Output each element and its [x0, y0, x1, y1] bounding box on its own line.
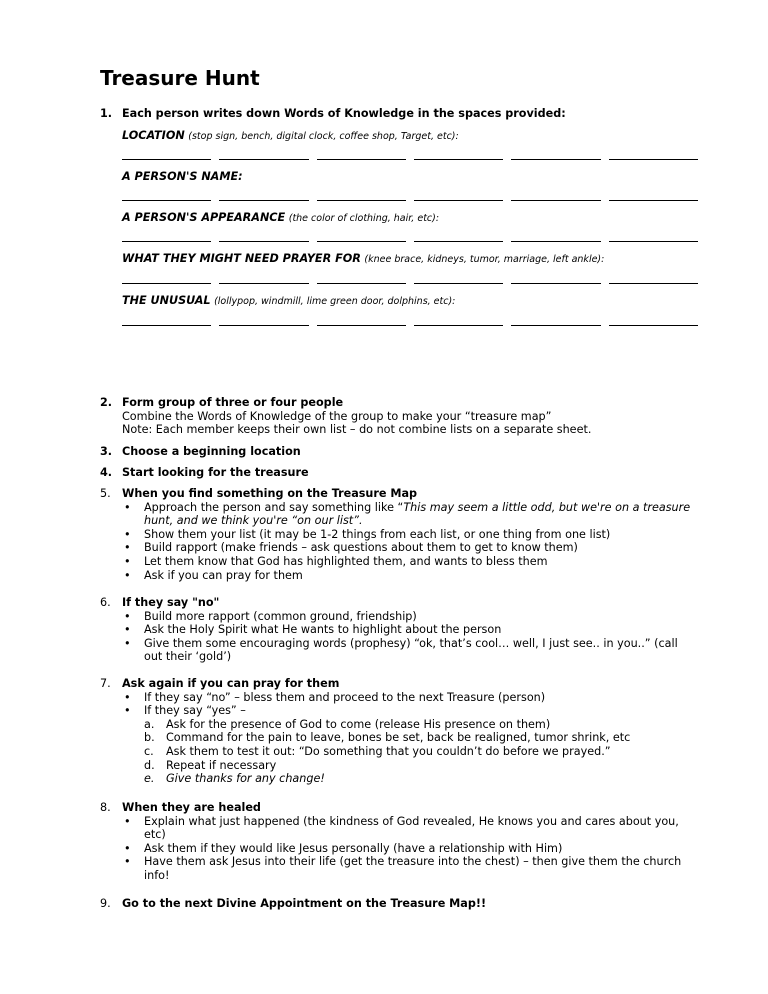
list-item: a. Ask for the presence of God to come (release His presence on them): [144, 717, 551, 731]
step-heading: Go to the next Divine Appointment on the Treasure Map!!: [122, 897, 487, 910]
list-item: • Show them your list (it may be 1-2 things from each list, or one thing from one list): [122, 528, 698, 542]
list-item: b. Command for the pain to leave, bones be set, back be realigned, tumor shrink, etc: [144, 731, 631, 745]
step-note: Note: Each member keeps their own list – do not combine lists on a separate sheet.: [122, 423, 592, 437]
blank-line[interactable]: [317, 283, 406, 284]
field-prayer-need: [122, 252, 698, 267]
section-7: [100, 677, 698, 786]
bullet-list: [122, 691, 698, 718]
blank-row: [122, 241, 698, 242]
step-number: 4.: [100, 466, 113, 479]
field-label: THE UNUSUAL: [122, 293, 211, 307]
blank-row: [122, 283, 698, 284]
list-item: c. Ask them to test it out: “Do something that you couldn’t do before we prayed.”: [144, 744, 611, 758]
list-item: • Let them know that God has highlighted them, and wants to bless them: [122, 555, 698, 569]
bullet-list: [122, 815, 698, 883]
field-appearance: [122, 211, 698, 226]
step-text: Combine the Words of Knowledge of the group to make your “treasure map”: [122, 409, 552, 423]
step-number: 6.: [100, 596, 111, 609]
field-label: A PERSON'S APPEARANCE: [122, 210, 286, 224]
section-3: [100, 445, 698, 459]
blank-row: [122, 325, 698, 326]
list-item: • Approach the person and say something like “This may seem a little odd, but we're on a treasure hunt, and we think you're “on our list”.: [122, 501, 698, 528]
blank-line[interactable]: [122, 325, 211, 326]
blank-line[interactable]: [414, 325, 503, 326]
blank-line[interactable]: [122, 200, 211, 201]
field-label: WHAT THEY MIGHT NEED PRAYER FOR: [122, 252, 361, 266]
field-location: [122, 129, 698, 144]
field-hint: (stop sign, bench, digital clock, coffee shop, Target, etc):: [188, 130, 459, 142]
blank-line[interactable]: [219, 241, 308, 242]
list-item: • If they say “no” – bless them and proceed to the next Treasure (person): [122, 691, 698, 705]
field-hint: (the color of clothing, hair, etc):: [288, 212, 440, 224]
blank-line[interactable]: [609, 159, 698, 160]
section-5: [100, 487, 698, 582]
field-unusual: [122, 294, 698, 309]
section-6: [100, 596, 698, 664]
step-number: 8.: [100, 801, 111, 814]
step-heading: Form group of three or four people: [122, 396, 344, 409]
list-item: d. Repeat if necessary: [144, 758, 277, 772]
blank-line[interactable]: [609, 241, 698, 242]
page-title: Treasure Hunt: [100, 66, 260, 90]
blank-line[interactable]: [219, 200, 308, 201]
bullet-list: [122, 610, 698, 664]
blank-line[interactable]: [511, 241, 600, 242]
section-1: [100, 107, 698, 336]
blank-row: [122, 200, 698, 201]
list-item: • Give them some encouraging words (prophesy) “ok, that’s cool… well, I just see.. in you..” (call out their ‘gold’): [122, 637, 698, 664]
blank-line[interactable]: [122, 159, 211, 160]
lettered-list: [122, 718, 698, 786]
section-4: [100, 466, 698, 480]
blank-line[interactable]: [219, 283, 308, 284]
section-2: [100, 396, 698, 437]
step-number: 9.: [100, 897, 111, 910]
blank-row: [122, 159, 698, 160]
step-number: 2.: [100, 396, 113, 409]
field-hint: (knee brace, kidneys, tumor, marriage, left ankle):: [364, 254, 605, 266]
field-label: LOCATION: [122, 128, 185, 142]
step-number: 3.: [100, 445, 113, 458]
blank-line[interactable]: [414, 200, 503, 201]
blank-line[interactable]: [317, 325, 406, 326]
list-item: • Ask them if they would like Jesus personally (have a relationship with Him): [122, 842, 698, 856]
list-item: • Explain what just happened (the kindness of God revealed, He knows you and cares about you, etc): [122, 815, 698, 842]
blank-line[interactable]: [511, 283, 600, 284]
list-item: • Have them ask Jesus into their life (get the treasure into the chest) – then give them the church info!: [122, 855, 698, 882]
section-9: [100, 897, 698, 911]
field-person-name: [122, 170, 698, 184]
list-item: • Build more rapport (common ground, friendship): [122, 610, 698, 624]
step-number: 5.: [100, 487, 111, 500]
blank-line[interactable]: [414, 159, 503, 160]
step-heading: When they are healed: [122, 801, 261, 814]
blank-line[interactable]: [414, 241, 503, 242]
blank-line[interactable]: [219, 159, 308, 160]
blank-line[interactable]: [609, 325, 698, 326]
step-heading: Ask again if you can pray for them: [122, 677, 340, 690]
blank-line[interactable]: [609, 283, 698, 284]
list-item: • Build rapport (make friends – ask questions about them to get to know them): [122, 541, 698, 555]
blank-line[interactable]: [511, 159, 600, 160]
step-heading: When you find something on the Treasure Map: [122, 487, 418, 500]
step-number: 7.: [100, 677, 111, 690]
field-label: A PERSON'S NAME:: [122, 170, 243, 184]
blank-line[interactable]: [511, 325, 600, 326]
blank-line[interactable]: [122, 283, 211, 284]
bullet-list: [122, 501, 698, 583]
step-heading: Choose a beginning location: [122, 445, 301, 458]
list-item: • Ask if you can pray for them: [122, 569, 698, 583]
field-hint: (lollypop, windmill, lime green door, dolphins, etc):: [214, 295, 456, 307]
step-number: 1.: [100, 107, 113, 120]
blank-line[interactable]: [122, 241, 211, 242]
blank-line[interactable]: [317, 159, 406, 160]
list-item: • Ask the Holy Spirit what He wants to highlight about the person: [122, 623, 698, 637]
blank-line[interactable]: [414, 283, 503, 284]
step-heading: Start looking for the treasure: [122, 466, 309, 479]
step-heading: Each person writes down Words of Knowledge in the spaces provided:: [122, 107, 566, 120]
blank-line[interactable]: [317, 200, 406, 201]
list-item: • If they say “yes” –: [122, 704, 698, 718]
section-8: [100, 801, 698, 883]
step-heading: If they say "no": [122, 596, 220, 609]
blank-line[interactable]: [609, 200, 698, 201]
list-item: e. Give thanks for any change!: [144, 772, 325, 786]
blank-line[interactable]: [317, 241, 406, 242]
blank-line[interactable]: [219, 325, 308, 326]
blank-line[interactable]: [511, 200, 600, 201]
